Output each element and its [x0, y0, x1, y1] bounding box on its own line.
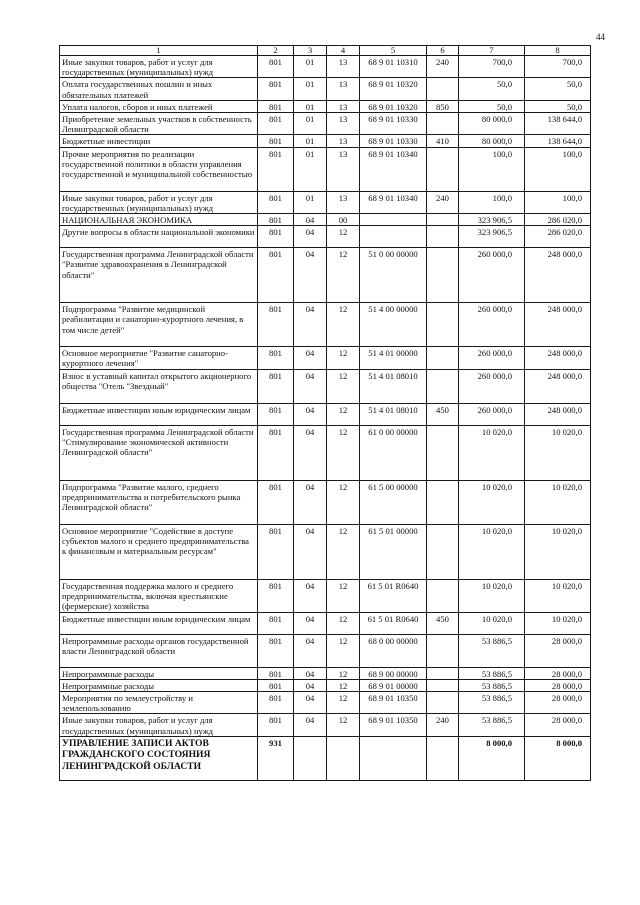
- cell-target: 61 0 00 00000: [360, 425, 427, 480]
- cell-amount-2019: 53 886,5: [459, 634, 525, 667]
- cell-section: 04: [294, 679, 327, 691]
- cell-code: 801: [258, 214, 294, 226]
- cell-subsection: [327, 736, 360, 780]
- cell-target: 68 9 01 10310: [360, 56, 427, 78]
- table-row: [60, 634, 591, 667]
- table-row: [60, 480, 591, 524]
- cell-amount-2020: 248 000,0: [525, 403, 591, 425]
- cell-code: 801: [258, 480, 294, 524]
- cell-amount-2020: 248 000,0: [525, 347, 591, 369]
- cell-expense-type: [427, 667, 459, 679]
- cell-amount-2020: 10 020,0: [525, 425, 591, 480]
- cell-code: 801: [258, 634, 294, 667]
- table-row: [60, 425, 591, 480]
- cell-target: 51 4 01 00000: [360, 347, 427, 369]
- cell-amount-2019: 10 020,0: [459, 612, 525, 634]
- table-row: [60, 667, 591, 679]
- cell-section: 04: [294, 403, 327, 425]
- cell-name: Бюджетные инвестиции: [60, 135, 258, 147]
- cell-code: 801: [258, 147, 294, 191]
- cell-amount-2020: 50,0: [525, 78, 591, 100]
- cell-amount-2019: 80 000,0: [459, 135, 525, 147]
- cell-expense-type: [427, 226, 459, 248]
- cell-section: 04: [294, 714, 327, 736]
- cell-name: Мероприятия по землеустройству и землепользованию: [60, 692, 258, 714]
- cell-code: 801: [258, 714, 294, 736]
- cell-amount-2019: 260 000,0: [459, 303, 525, 347]
- cell-target: 61 5 00 00000: [360, 480, 427, 524]
- cell-expense-type: [427, 480, 459, 524]
- header-row: [60, 46, 591, 56]
- cell-section: 04: [294, 369, 327, 403]
- cell-target: 68 0 00 00000: [360, 634, 427, 667]
- cell-amount-2019: 8 000,0: [459, 736, 525, 780]
- cell-subsection: 12: [327, 425, 360, 480]
- cell-subsection: 12: [327, 579, 360, 612]
- cell-section: 04: [294, 347, 327, 369]
- table-row: [60, 56, 591, 78]
- table-row: [60, 113, 591, 135]
- cell-amount-2019: 700,0: [459, 56, 525, 78]
- cell-subsection: 12: [327, 667, 360, 679]
- cell-subsection: 12: [327, 248, 360, 303]
- table-row: [60, 403, 591, 425]
- cell-target: 51 4 01 08010: [360, 403, 427, 425]
- table-row: [60, 679, 591, 691]
- cell-code: 801: [258, 524, 294, 579]
- cell-amount-2019: 53 886,5: [459, 714, 525, 736]
- cell-amount-2019: 260 000,0: [459, 369, 525, 403]
- cell-code: 801: [258, 425, 294, 480]
- cell-name: Подпрограмма "Развитие медицинской реабилитации и санаторно-курортного лечения, в том числе детей": [60, 303, 258, 347]
- cell-expense-type: [427, 147, 459, 191]
- page-number: 44: [596, 32, 605, 42]
- cell-expense-type: 450: [427, 612, 459, 634]
- cell-section: 01: [294, 113, 327, 135]
- cell-amount-2020: 700,0: [525, 56, 591, 78]
- cell-code: 801: [258, 113, 294, 135]
- cell-section: 04: [294, 303, 327, 347]
- cell-expense-type: [427, 524, 459, 579]
- cell-amount-2020: 28 000,0: [525, 714, 591, 736]
- header-cell: 8: [525, 46, 591, 56]
- cell-code: 801: [258, 78, 294, 100]
- cell-subsection: 12: [327, 634, 360, 667]
- cell-name: Непрограммные расходы органов государственной власти Ленинградской области: [60, 634, 258, 667]
- cell-name: Основное мероприятие "Развитие санаторно-курортного лечения": [60, 347, 258, 369]
- header-cell: 3: [294, 46, 327, 56]
- cell-amount-2020: 28 000,0: [525, 692, 591, 714]
- cell-amount-2020: 248 000,0: [525, 303, 591, 347]
- cell-subsection: 12: [327, 714, 360, 736]
- cell-section: 04: [294, 248, 327, 303]
- cell-target: 68 9 01 00000: [360, 679, 427, 691]
- cell-amount-2020: 138 644,0: [525, 113, 591, 135]
- cell-code: 801: [258, 347, 294, 369]
- cell-name: Бюджетные инвестиции иным юридическим лицам: [60, 403, 258, 425]
- cell-target: 51 4 01 08010: [360, 369, 427, 403]
- table-row: [60, 147, 591, 191]
- cell-expense-type: [427, 425, 459, 480]
- table-row: [60, 135, 591, 147]
- cell-name: Другие вопросы в области национальной экономики: [60, 226, 258, 248]
- cell-amount-2020: 28 000,0: [525, 634, 591, 667]
- cell-code: 801: [258, 248, 294, 303]
- cell-name: Прочие мероприятия по реализации государственной политики в области управления государственной и муниципальной собственностью: [60, 147, 258, 191]
- table-row: [60, 369, 591, 403]
- table-row: [60, 214, 591, 226]
- table-row: [60, 191, 591, 213]
- cell-amount-2020: 286 020,0: [525, 214, 591, 226]
- cell-amount-2020: 10 020,0: [525, 579, 591, 612]
- cell-expense-type: 450: [427, 403, 459, 425]
- table-row: [60, 226, 591, 248]
- cell-name: НАЦИОНАЛЬНАЯ ЭКОНОМИКА: [60, 214, 258, 226]
- cell-name: Государственная поддержка малого и среднего предпринимательства, включая крестьянские (фермерские) хозяйства: [60, 579, 258, 612]
- cell-name: Иные закупки товаров, работ и услуг для государственных (муниципальных) нужд: [60, 714, 258, 736]
- cell-expense-type: [427, 369, 459, 403]
- cell-code: 931: [258, 736, 294, 780]
- cell-target: 61 5 01 00000: [360, 524, 427, 579]
- table-row: [60, 347, 591, 369]
- cell-target: 51 0 00 00000: [360, 248, 427, 303]
- cell-target: [360, 736, 427, 780]
- cell-name: Государственная программа Ленинградской области "Развитие здравоохранения в Ленинградской области": [60, 248, 258, 303]
- cell-code: 801: [258, 369, 294, 403]
- cell-code: 801: [258, 135, 294, 147]
- cell-amount-2019: 53 886,5: [459, 667, 525, 679]
- table-row: [60, 248, 591, 303]
- cell-amount-2020: 28 000,0: [525, 667, 591, 679]
- budget-table: [59, 45, 591, 781]
- cell-expense-type: [427, 579, 459, 612]
- cell-target: 68 9 01 10320: [360, 100, 427, 112]
- header-cell: 6: [427, 46, 459, 56]
- cell-section: 01: [294, 147, 327, 191]
- cell-expense-type: 410: [427, 135, 459, 147]
- cell-amount-2020: 248 000,0: [525, 369, 591, 403]
- cell-name: УПРАВЛЕНИЕ ЗАПИСИ АКТОВ ГРАЖДАНСКОГО СОСТОЯНИЯ ЛЕНИНГРАДСКОЙ ОБЛАСТИ: [60, 736, 258, 780]
- cell-subsection: 13: [327, 56, 360, 78]
- cell-amount-2020: 28 000,0: [525, 679, 591, 691]
- cell-subsection: 12: [327, 369, 360, 403]
- cell-subsection: 13: [327, 191, 360, 213]
- cell-subsection: 00: [327, 214, 360, 226]
- cell-code: 801: [258, 579, 294, 612]
- cell-amount-2019: 260 000,0: [459, 248, 525, 303]
- cell-amount-2020: 100,0: [525, 191, 591, 213]
- cell-name: Государственная программа Ленинградской области "Стимулирование экономической активности Ленинградской области": [60, 425, 258, 480]
- header-cell: 5: [360, 46, 427, 56]
- cell-section: 01: [294, 135, 327, 147]
- cell-expense-type: [427, 736, 459, 780]
- cell-subsection: 12: [327, 347, 360, 369]
- cell-section: 01: [294, 191, 327, 213]
- cell-name: Основное мероприятие "Содействие в доступе субъектов малого и среднего предпринимательства к финансовым и материальным ресурсам": [60, 524, 258, 579]
- cell-amount-2019: 50,0: [459, 100, 525, 112]
- cell-subsection: 13: [327, 78, 360, 100]
- cell-target: 68 9 01 10330: [360, 113, 427, 135]
- cell-amount-2020: 286 020,0: [525, 226, 591, 248]
- cell-section: 04: [294, 579, 327, 612]
- table-row: [60, 100, 591, 112]
- cell-name: Бюджетные инвестиции иным юридическим лицам: [60, 612, 258, 634]
- cell-code: 801: [258, 226, 294, 248]
- cell-subsection: 12: [327, 226, 360, 248]
- cell-section: 04: [294, 692, 327, 714]
- table-row: [60, 612, 591, 634]
- cell-target: 68 9 01 10350: [360, 692, 427, 714]
- cell-expense-type: [427, 113, 459, 135]
- cell-amount-2019: 10 020,0: [459, 425, 525, 480]
- cell-amount-2019: 260 000,0: [459, 347, 525, 369]
- cell-amount-2019: 10 020,0: [459, 480, 525, 524]
- cell-amount-2019: 323 906,5: [459, 226, 525, 248]
- cell-section: 04: [294, 425, 327, 480]
- header-cell: 1: [60, 46, 258, 56]
- cell-amount-2019: 323 906,5: [459, 214, 525, 226]
- cell-expense-type: [427, 679, 459, 691]
- cell-target: 68 9 01 10320: [360, 78, 427, 100]
- cell-target: 51 4 00 00000: [360, 303, 427, 347]
- cell-expense-type: 240: [427, 714, 459, 736]
- cell-subsection: 12: [327, 679, 360, 691]
- cell-name: Взнос в уставный капитал открытого акционерного общества "Отель "Звездный": [60, 369, 258, 403]
- cell-target: 61 5 01 R0640: [360, 579, 427, 612]
- cell-amount-2019: 10 020,0: [459, 524, 525, 579]
- cell-expense-type: 240: [427, 191, 459, 213]
- table-row: [60, 692, 591, 714]
- cell-section: 04: [294, 612, 327, 634]
- table-row: [60, 714, 591, 736]
- cell-section: 01: [294, 78, 327, 100]
- cell-subsection: 12: [327, 524, 360, 579]
- cell-code: 801: [258, 612, 294, 634]
- cell-expense-type: [427, 634, 459, 667]
- cell-section: [294, 736, 327, 780]
- cell-section: 04: [294, 214, 327, 226]
- table-row: [60, 736, 591, 780]
- cell-name: Оплата государственных пошлин и иных обязательных платежей: [60, 78, 258, 100]
- cell-section: 04: [294, 634, 327, 667]
- cell-name: Иные закупки товаров, работ и услуг для государственных (муниципальных) нужд: [60, 56, 258, 78]
- cell-name: Иные закупки товаров, работ и услуг для государственных (муниципальных) нужд: [60, 191, 258, 213]
- cell-expense-type: [427, 692, 459, 714]
- header-cell: 7: [459, 46, 525, 56]
- cell-subsection: 12: [327, 612, 360, 634]
- cell-subsection: 12: [327, 303, 360, 347]
- cell-name: Непрограммные расходы: [60, 679, 258, 691]
- cell-target: 68 9 01 10330: [360, 135, 427, 147]
- cell-amount-2019: 50,0: [459, 78, 525, 100]
- cell-section: 04: [294, 226, 327, 248]
- cell-name: Уплата налогов, сборов и иных платежей: [60, 100, 258, 112]
- cell-section: 01: [294, 100, 327, 112]
- cell-subsection: 12: [327, 692, 360, 714]
- cell-code: 801: [258, 303, 294, 347]
- cell-amount-2020: 138 644,0: [525, 135, 591, 147]
- cell-code: 801: [258, 679, 294, 691]
- cell-expense-type: 240: [427, 56, 459, 78]
- cell-code: 801: [258, 56, 294, 78]
- cell-expense-type: [427, 78, 459, 100]
- cell-name: Приобретение земельных участков в собственность Ленинградской области: [60, 113, 258, 135]
- cell-expense-type: [427, 303, 459, 347]
- cell-code: 801: [258, 191, 294, 213]
- cell-code: 801: [258, 667, 294, 679]
- cell-section: 04: [294, 524, 327, 579]
- cell-target: 68 9 01 10340: [360, 147, 427, 191]
- cell-target: [360, 214, 427, 226]
- cell-target: [360, 226, 427, 248]
- cell-expense-type: 850: [427, 100, 459, 112]
- cell-amount-2020: 10 020,0: [525, 480, 591, 524]
- cell-section: 04: [294, 667, 327, 679]
- cell-target: 68 9 01 10350: [360, 714, 427, 736]
- cell-expense-type: [427, 347, 459, 369]
- header-cell: 2: [258, 46, 294, 56]
- cell-section: 01: [294, 56, 327, 78]
- cell-name: Подпрограмма "Развитие малого, среднего предпринимательства и потребительского рынка Ленинградской области": [60, 480, 258, 524]
- table-row: [60, 579, 591, 612]
- cell-amount-2019: 260 000,0: [459, 403, 525, 425]
- cell-amount-2020: 8 000,0: [525, 736, 591, 780]
- cell-subsection: 13: [327, 113, 360, 135]
- cell-subsection: 13: [327, 100, 360, 112]
- header-cell: 4: [327, 46, 360, 56]
- cell-subsection: 12: [327, 480, 360, 524]
- cell-expense-type: [427, 248, 459, 303]
- cell-target: 68 9 01 10340: [360, 191, 427, 213]
- cell-subsection: 13: [327, 135, 360, 147]
- cell-target: 68 9 00 00000: [360, 667, 427, 679]
- cell-amount-2019: 53 886,5: [459, 679, 525, 691]
- cell-amount-2019: 53 886,5: [459, 692, 525, 714]
- cell-amount-2019: 80 000,0: [459, 113, 525, 135]
- cell-amount-2020: 248 000,0: [525, 248, 591, 303]
- cell-amount-2019: 100,0: [459, 191, 525, 213]
- cell-section: 04: [294, 480, 327, 524]
- cell-target: 61 5 01 R0640: [360, 612, 427, 634]
- cell-name: Непрограммные расходы: [60, 667, 258, 679]
- cell-amount-2019: 100,0: [459, 147, 525, 191]
- cell-amount-2020: 10 020,0: [525, 524, 591, 579]
- table-row: [60, 78, 591, 100]
- cell-amount-2020: 10 020,0: [525, 612, 591, 634]
- cell-amount-2020: 50,0: [525, 100, 591, 112]
- cell-code: 801: [258, 692, 294, 714]
- table-row: [60, 524, 591, 579]
- table-row: [60, 303, 591, 347]
- cell-subsection: 12: [327, 403, 360, 425]
- cell-code: 801: [258, 403, 294, 425]
- cell-code: 801: [258, 100, 294, 112]
- cell-subsection: 13: [327, 147, 360, 191]
- cell-amount-2019: 10 020,0: [459, 579, 525, 612]
- cell-amount-2020: 100,0: [525, 147, 591, 191]
- cell-expense-type: [427, 214, 459, 226]
